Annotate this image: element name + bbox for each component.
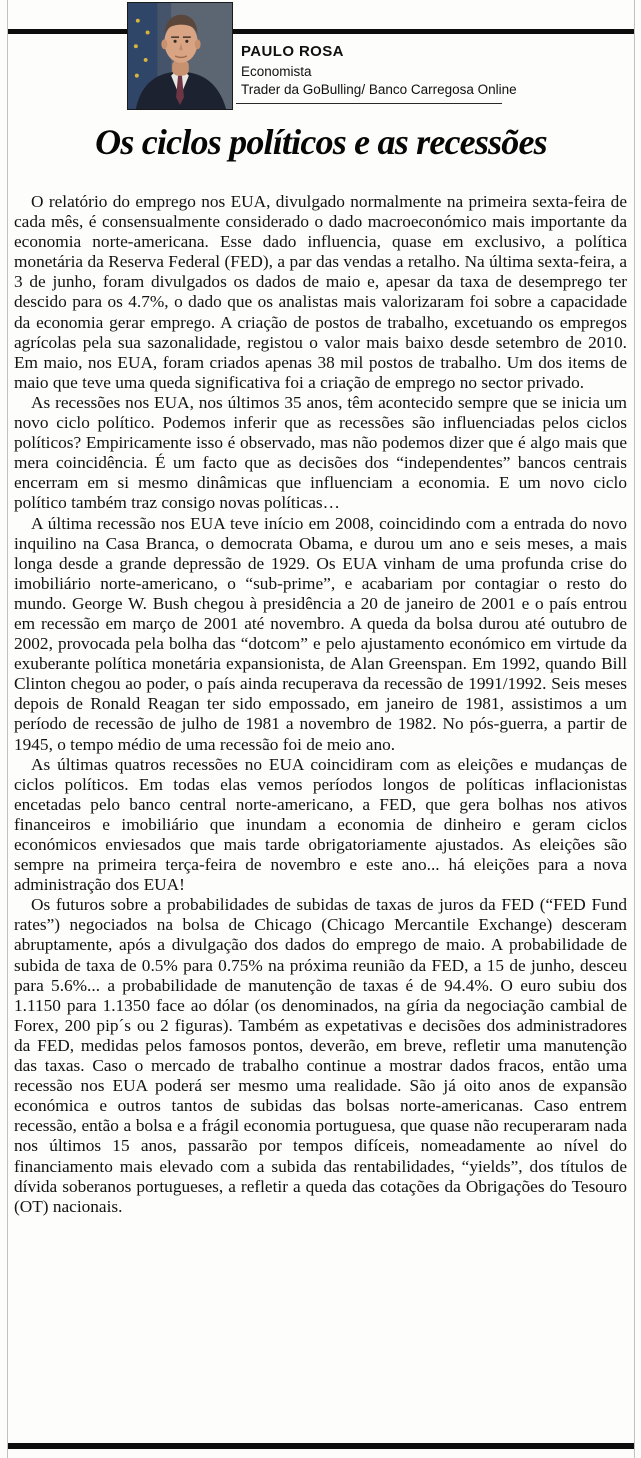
top-divider — [8, 29, 634, 34]
author-photo — [127, 2, 233, 110]
paragraph-2: As recessões nos EUA, nos últimos 35 anos, têm acontecido sempre que se inicia um novo ciclo político. Podemos inferir que as recessões são influenciadas pelos ciclos políticos? Empiricamente isso é observado, mas não podemos dizer que é algo mais que mera coincidência. É um facto que as decisões dos “independentes” bancos centrais encerram em si mesmo dinâmicas que influenciam a economia. E um novo ciclo político também traz consigo novas políticas… — [14, 392, 627, 513]
author-photo-image — [128, 3, 232, 109]
byline-divider — [236, 103, 502, 104]
bottom-divider — [8, 1443, 634, 1449]
paragraph-5: Os futuros sobre a probabilidades de subidas de taxas de juros da FED (“FED Fund rates”) negociados na bolsa de Chicago (Chicago Mercantile Exchange) desceram abruptamente, após a divulgação dos dados do emprego de maio. A probabilidade de subida de taxa de 0.5% para 0.75% na próxima reunião da FED, a 15 de junho, desceu para 5.6%... a probabilidade de manutenção de taxas é de 94.4%. O euro subiu dos 1.1150 para 1.1350 face ao dólar (os denominados, na gíria da negociação cambial de Forex, 200 pip´s ou 2 figuras). Também as expetativas e decisões dos administradores da FED, medidas pelos famosos pontos, deverão, em breve, refletir uma manutenção das taxas. Caso o mercado de trabalho continue a mostrar dados fracos, então uma recessão nos EUA poderá ser mesmo uma realidade. São já oito anos de expansão económica e outros tantos de subidas das bolsas norte-americanas. Caso entrem recessão, então a bolsa e a frágil economia portuguesa, que quase não recuperaram nada nos últimos 15 anos, passarão por tempos difíceis, nomeadamente ao nível do financiamento mais elevado com a subida das rentabilidades, “yields”, dos títulos de dívida soberanos portugueses, a refletir a queda das cotações da Obrigações do Tesouro (OT) nacionais. — [14, 895, 627, 1216]
article-title: Os ciclos políticos e as recessões — [95, 122, 547, 162]
paragraph-4: As últimas quatros recessões no EUA coincidiram com as eleições e mudanças de ciclos políticos. Em todas elas vemos períodos longos de políticas inflacionistas encetadas pelo banco central norte-americano, a FED, que gera bolhas nos ativos financeiros e imobiliário que inundam a economia de dinheiro e geram ciclos económicos enviesados que mais tarde obrigatoriamente ajustados. As eleições são sempre na primeira terça-feira de novembro e este ano... há eleições para a nova administração dos EUA! — [14, 754, 627, 895]
byline-block — [241, 43, 581, 97]
author-name: PAULO ROSA — [241, 43, 344, 60]
author-affiliation: Trader da GoBulling/ Banco Carregosa Online — [241, 82, 517, 97]
article-body — [14, 192, 627, 1217]
paragraph-3: A última recessão nos EUA teve início em 2008, coincidindo com a entrada do novo inquilino na Casa Branca, o democrata Obama, e durou um ano e seis meses, a mais longa desde a grande depressão de 1929. Os EUA vinham de uma profunda crise do imobiliário norte-americano, o “sub-prime”, e acabariam por contagiar o resto do mundo. George W. Bush chegou à presidência a 20 de janeiro de 2001 e o país entrou em recessão em março de 2001 até novembro. A queda da bolsa durou até outubro de 2002, provocada pela bolha das “dotcom” e pelo ajustamento económico em virtude da exuberante política monetária expansionista, de Alan Greenspan. Em 1992, quando Bill Clinton chegou ao poder, o país ainda recuperava da recessão de 1991/1992. Seis meses depois de Ronald Reagan ter sido empossado, em janeiro de 1981, assistimos a um período de recessão de julho de 1981 a novembro de 1982. No pós-guerra, a partir de 1945, o tempo médio de uma recessão foi de meio ano. — [14, 513, 627, 754]
paragraph-1: O relatório do emprego nos EUA, divulgado normalmente na primeira sexta-feira de cada mês, é consensualmente considerado o dado macroeconómico mais importante da economia norte-americana. Esse dado influencia, quase em exclusivo, a política monetária da Reserva Federal (FED), a par das vendas a retalho. Na última sexta-feira, a 3 de junho, foram divulgados os dados de maio e, apesar da taxa de desemprego ter descido para os 4.7%, o dado que os analistas mais valorizaram foi sobre a capacidade da economia gerar emprego. A criação de postos de trabalho, excetuando os empregos agrícolas pela sua sazonalidade, registou o valor mais baixo desde setembro de 2010. Em maio, nos EUA, foram criados apenas 38 mil postos de trabalho. Um dos items de maio que teve uma queda significativa foi a criação de emprego no sector privado. — [14, 192, 627, 392]
author-role: Economista — [241, 64, 312, 79]
